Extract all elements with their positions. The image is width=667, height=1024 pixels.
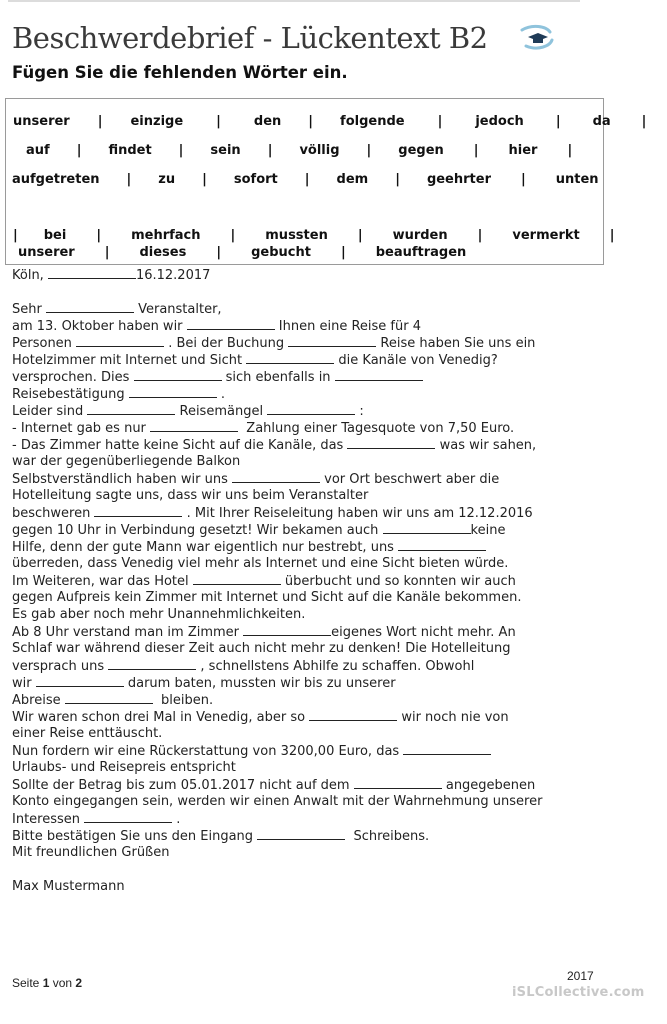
letter-line [12,742,662,759]
letter-text: Hilfe, denn der gute Mann war eigentlich nur bestrebt, uns [12,540,399,555]
page-prefix: Seite [12,976,43,990]
separator: | [202,172,207,187]
word-bank-word[interactable]: da [592,114,611,129]
letter-line [12,504,662,521]
letter-line [12,640,662,657]
word-bank-word[interactable]: bei [43,228,67,243]
separator: | [96,228,102,243]
page-total: 2 [75,976,83,990]
separator: | [267,143,273,158]
separator: | [178,143,184,158]
letter-text: keine [470,523,506,538]
letter-text: Es gab aber noch mehr Unannehmlichkeiten. [12,607,306,622]
letter-text: Im Weiteren, war das Hotel [12,574,193,589]
separator: | [97,114,103,129]
gap-blank[interactable] [246,351,334,364]
separator: | [13,228,18,243]
gap-blank[interactable] [76,334,164,347]
letter-text: angegebenen [441,778,536,793]
gap-blank[interactable] [403,742,491,755]
letter-text: Schlaf war während dieser Zeit auch nicht mehr zu denken! Die Hotelleitung [12,641,511,656]
separator: | [76,143,82,158]
gap-blank[interactable] [193,572,281,585]
word-bank-word[interactable]: hier [508,143,538,158]
letter-line [12,317,662,334]
letter-line [12,402,662,419]
letter-line [12,759,662,776]
gap-blank[interactable] [347,436,435,449]
separator: | [216,114,221,129]
letter-text: . Bei der Buchung [164,336,289,351]
letter-text: bleiben. [152,693,214,708]
separator: | [521,172,526,187]
letter-text: eigenes Wort nicht mehr. An [331,625,516,640]
separator: | [641,114,647,129]
letter-line [12,334,662,351]
letter-line [12,368,662,385]
letter-text: Sehr [12,302,46,317]
letter-line [12,351,662,368]
gap-blank[interactable] [288,334,376,347]
instruction: Fügen Sie die fehlenden Wörter ein. [12,63,348,82]
letter-text: versprach uns [12,659,109,674]
letter-text: Zahlung einer Tagesquote von 7,50 Euro. [238,421,515,436]
letter-line [12,555,662,572]
letter-line [12,521,662,538]
letter-text: Abreise [12,693,65,708]
word-bank-row [13,228,614,243]
letter-line [12,436,662,453]
letter-text: Personen [12,336,77,351]
gap-blank[interactable] [309,708,397,721]
separator: | [567,143,573,158]
signature: Max Mustermann [12,879,125,894]
letter-body [12,266,662,895]
letter-text: Ihnen eine Reise für 4 [274,319,421,334]
word-bank-word[interactable]: mussten [265,228,328,243]
separator: | [609,228,615,243]
letter-line [12,623,662,640]
word-bank-word[interactable]: sein [210,143,241,158]
letter-date: 16.12.2017 [135,268,211,283]
letter-line [12,487,662,504]
letter-text: was wir sahen, [435,438,537,453]
word-bank-word[interactable]: den [253,114,282,129]
footer-year: 2017 [567,969,594,983]
letter-text: Selbstverständlich haben wir uns [12,472,233,487]
word-bank-word[interactable]: wurden [392,228,448,243]
gap-blank[interactable] [354,776,442,789]
letter-text: Urlaubs- und Reisepreis entspricht [12,760,236,775]
word-bank-word[interactable]: mehrfach [131,228,201,243]
letter-text: Hotelzimmer mit Internet und Sicht [12,353,247,368]
letter-text: Leider sind [12,404,88,419]
letter-text: die Kanäle von Venedig? [334,353,498,368]
letter-text: vor Ort beschwert aber die [320,472,500,487]
word-bank-word[interactable]: gebucht [251,245,311,260]
word-bank-row [13,114,646,129]
separator: | [357,228,363,243]
watermark: iSLCollective.com [512,985,645,1000]
word-bank-word[interactable]: aufgetreten [12,172,100,187]
page-mid: von [49,976,76,990]
letter-line [12,810,662,827]
letter-line [12,453,662,470]
letter-line [12,572,662,589]
separator: | [555,114,561,129]
letter-text: Reise haben Sie uns ein [376,336,536,351]
letter-line [12,657,662,674]
gap-blank[interactable] [243,623,331,636]
letter-line [12,708,662,725]
letter-line [12,844,662,861]
place-label: Köln, [12,268,48,283]
letter-text: Reisebestätigung [12,387,129,402]
letter-text: Hotelleitung sagte uns, dass wir uns beim Veranstalter [12,488,369,503]
separator: | [340,245,346,260]
letter-text: wir [12,676,36,691]
gap-blank[interactable] [48,266,136,279]
letter-line [12,793,662,810]
letter-line [12,776,662,793]
letter-line [12,674,662,691]
word-bank-word[interactable]: gegen [398,143,444,158]
letter-line [12,725,662,742]
word-bank-word[interactable]: vermerkt [512,228,580,243]
letter-text: beschweren [12,506,95,521]
letter-text: Ab 8 Uhr verstand man im Zimmer [12,625,244,640]
letter-text: überreden, dass Venedig viel mehr als Internet und eine Sicht bieten würde. [12,556,509,571]
graduation-cap-swoosh-icon [516,24,556,52]
gap-blank[interactable] [94,504,182,517]
gap-blank[interactable] [36,674,124,687]
word-bank-word[interactable]: unserer [13,114,70,129]
gap-blank[interactable] [46,300,134,313]
letter-line [12,538,662,555]
gap-blank[interactable] [65,691,153,704]
word-bank-word[interactable]: folgende [340,114,405,129]
letter-text: darum baten, mussten wir bis zu unserer [123,676,396,691]
place-date-line [12,266,662,283]
separator: | [473,143,479,158]
letter-text: Bitte bestätigen Sie uns den Eingang [12,829,258,844]
word-bank-word[interactable]: dieses [139,245,187,260]
letter-text: sich ebenfalls in [221,370,335,385]
letter-text: . Mit Ihrer Reiseleitung haben wir uns am 12.12.2016 [182,506,533,521]
word-bank-row [12,172,599,187]
letter-line [12,589,662,606]
separator: | [366,143,372,158]
letter-line [12,300,662,317]
gap-blank[interactable] [383,521,471,534]
letter-text: überbucht und so konnten wir auch [280,574,516,589]
gap-blank[interactable] [398,538,486,551]
letter-text: Wir waren schon drei Mal in Venedig, aber so [12,710,310,725]
letter-text: Nun fordern wir eine Rückerstattung von 3200,00 Euro, das [12,744,404,759]
letter-text: , schnellstens Abhilfe zu schaffen. Obwohl [196,659,475,674]
letter-line [12,827,662,844]
letter-text: - Das Zimmer hatte keine Sicht auf die Kanäle, das [12,438,348,453]
letter-text: war der gegenüberliegende Balkon [12,454,241,469]
page-number [12,976,82,990]
gap-blank[interactable] [87,402,175,415]
letter-text: Interessen [12,812,85,827]
word-bank-row [26,143,572,158]
separator: | [126,172,132,187]
letter-text: : [355,404,364,419]
letter-text: Veranstalter, [133,302,222,317]
gap-blank[interactable] [187,317,275,330]
gap-blank[interactable] [267,402,355,415]
letter-text: Konto eingegangen sein, werden wir einen Anwalt mit der Wahrnehmung unserer [12,794,543,809]
gap-blank[interactable] [232,470,320,483]
page-title: Beschwerdebrief - Lückentext B2 [12,21,488,55]
letter-text: - Internet gab es nur [12,421,151,436]
gap-blank[interactable] [257,827,345,840]
separator: | [308,114,314,129]
top-rule [8,0,580,2]
gap-blank[interactable] [335,368,423,381]
separator: | [216,245,222,260]
gap-blank[interactable] [134,368,222,381]
letter-text: wir noch nie von [397,710,509,725]
letter-text: Schreibens. [345,829,430,844]
separator: | [477,228,483,243]
word-bank-word[interactable]: auf [26,143,50,158]
gap-blank[interactable] [129,385,217,398]
word-bank-word[interactable]: völlig [299,143,340,158]
gap-blank[interactable] [84,810,172,823]
word-bank-word[interactable]: jedoch [475,114,524,129]
word-bank-word[interactable]: zu [158,172,176,187]
letter-text: . [216,387,226,402]
letter-line [12,691,662,708]
word-bank-word[interactable]: unten [555,172,599,187]
letter-line [12,419,662,436]
word-bank-word[interactable]: unserer [18,245,75,260]
separator: | [437,114,443,129]
letter-text: versprochen. Dies [12,370,134,385]
letter-line [12,385,662,402]
letter-text: . [172,812,181,827]
gap-blank[interactable] [108,657,196,670]
letter-text: gegen 10 Uhr in Verbindung gesetzt! Wir bekamen auch [12,523,383,538]
separator: | [304,172,310,187]
separator: | [395,172,400,187]
separator: | [230,228,236,243]
letter-text: Sollte der Betrag bis zum 05.01.2017 nicht auf dem [12,778,354,793]
word-bank-word[interactable]: geehrter [426,172,491,187]
word-bank-word[interactable]: sofort [233,172,278,187]
word-bank-row [18,245,466,260]
letter-text: einer Reise enttäuscht. [12,726,163,741]
letter-line [12,470,662,487]
letter-line [12,606,662,623]
gap-blank[interactable] [150,419,238,432]
word-bank-word[interactable]: findet [108,143,152,158]
word-bank-word[interactable]: dem [336,172,369,187]
letter-text: Reisemängel [175,404,268,419]
page-current: 1 [42,976,50,990]
letter-text: Mit freundlichen Grüßen [12,845,170,860]
word-bank-word[interactable]: beauftragen [375,245,467,260]
letter-text: am 13. Oktober haben wir [12,319,187,334]
word-bank-word[interactable]: einzige [130,114,184,129]
separator: | [104,245,110,260]
letter-text: gegen Aufpreis kein Zimmer mit Internet und Sicht auf die Kanäle bekommen. [12,590,522,605]
